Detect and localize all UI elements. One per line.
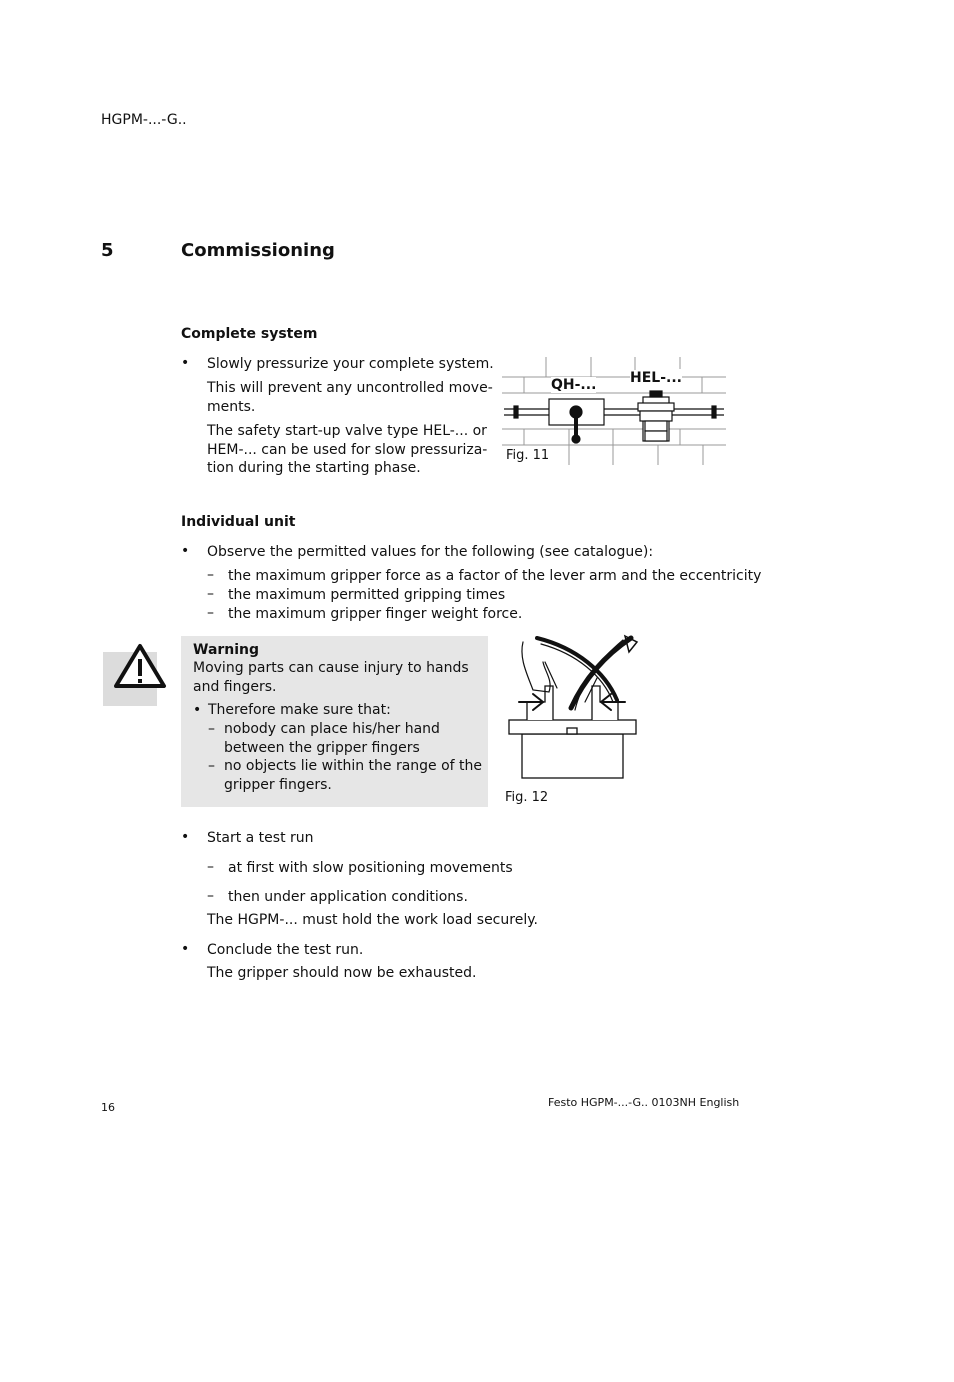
test-run-bullet: Conclude the test run.: [207, 942, 364, 958]
section-number: 5: [101, 240, 114, 261]
complete-system-line: tion during the starting phase.: [207, 460, 421, 476]
warning-dash-line: between the gripper fingers: [224, 740, 420, 756]
bullet-marker: •: [181, 355, 190, 371]
fig11-label-qh: QH-...: [551, 377, 597, 393]
warning-dash-line: no objects lie within the range of the: [224, 758, 483, 774]
individual-unit-dash: the maximum permitted gripping times: [228, 587, 506, 603]
complete-system-heading: Complete system: [181, 326, 318, 342]
bullet-marker: •: [181, 829, 190, 845]
warning-line: and fingers.: [193, 679, 277, 695]
individual-unit-dash: the maximum gripper finger weight force.: [228, 606, 523, 622]
complete-system-line: This will prevent any uncontrolled move-: [207, 380, 493, 396]
individual-unit-dash: the maximum gripper force as a factor of the lever arm and the eccentricity: [228, 568, 762, 584]
dash-marker: –: [208, 758, 215, 774]
warning-dash-line: nobody can place his/her hand: [224, 721, 440, 737]
fig12-gripper-diagram: [505, 632, 641, 782]
complete-system-bullet: Slowly pressurize your complete system.: [207, 356, 494, 372]
dash-marker: –: [207, 586, 214, 602]
warning-line: Moving parts can cause injury to hands: [193, 660, 469, 676]
test-run-note: The gripper should now be exhausted.: [207, 965, 477, 981]
fig12-caption: Fig. 12: [505, 790, 549, 805]
fig11-label-hel: HEL-...: [630, 370, 682, 386]
warning-bullet: Therefore make sure that:: [208, 702, 391, 718]
warning-triangle-icon: [113, 642, 167, 690]
warning-title: Warning: [193, 642, 260, 658]
complete-system-line: ments.: [207, 399, 256, 415]
individual-unit-heading: Individual unit: [181, 514, 296, 530]
running-header: HGPM-...-G..: [101, 112, 187, 128]
test-run-dash: then under application conditions.: [228, 889, 468, 905]
warning-dash-line: gripper fingers.: [224, 777, 332, 793]
complete-system-line: The safety start-up valve type HEL-... or: [207, 423, 487, 439]
page-number: 16: [101, 1101, 115, 1114]
dash-marker: –: [207, 859, 214, 875]
test-run-dash: at first with slow positioning movements: [228, 860, 513, 876]
dash-marker: –: [207, 888, 214, 904]
section-title: Commissioning: [181, 240, 335, 261]
fig11-caption: Fig. 11: [506, 448, 550, 463]
footer-document-info: Festo HGPM-...-G.. 0103NH English: [548, 1096, 740, 1109]
individual-unit-bullet: Observe the permitted values for the following (see catalogue):: [207, 544, 654, 560]
complete-system-line: HEM-... can be used for slow pressuriza-: [207, 442, 488, 458]
test-run-bullet: Start a test run: [207, 830, 314, 846]
bullet-marker: •: [193, 702, 202, 718]
bullet-marker: •: [181, 941, 190, 957]
dash-marker: –: [208, 721, 215, 737]
dash-marker: –: [207, 605, 214, 621]
test-run-note: The HGPM-... must hold the work load securely.: [207, 912, 538, 928]
dash-marker: –: [207, 567, 214, 583]
bullet-marker: •: [181, 543, 190, 559]
